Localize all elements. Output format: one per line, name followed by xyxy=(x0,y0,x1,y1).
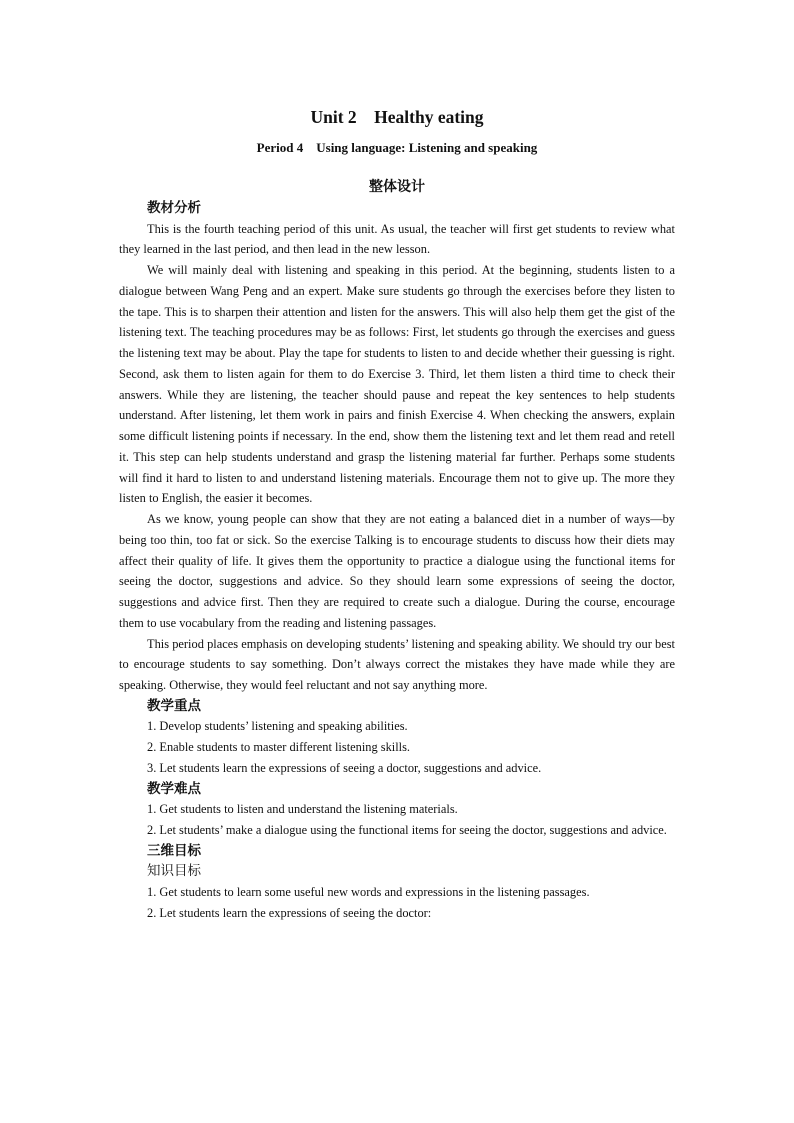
analysis-paragraph: This period places emphasis on developing students’ listening and speaking ability. We should try our best to encourage students to say something. Don’t always correct the mistakes they have made while they are speaking. Otherwise, they would feel reluctant and not say anything more. xyxy=(119,636,675,693)
overall-design-heading: 整体设计 xyxy=(369,180,425,195)
analysis-paragraph: We will mainly deal with listening and speaking in this period. At the beginning, students listen to a dialogue between Wang Peng and an expert. Make sure students go through the exercises before they listen to the tape. This is to sharpen their attention and listen for the answers. This will also help them get the gist of the listening text. The teaching procedures may be as follows: First, let students go through the exercises and guess the listening text may be about. Play the tape for students to listen to and decide whether their guessing is right. Second, ask them to listen again for them to do Exercise 3. Third, let them listen a third time to check their answers. While they are listening, the teacher should pause and repeat the key sentences to help students understand. After listening, let them work in pairs and finish Exercise 4. When checking the answers, explain some difficult listening points if necessary. In the end, show them the listening text and let them read and retell it. This step can help students understand and grasp the listening material far further. Perhaps some students will find it hard to listen to and understand listening materials. Encourage them not to give up. The more they listen to English, the easier it becomes. xyxy=(119,263,675,506)
analysis-paragraph: As we know, young people can show that they are not eating a balanced diet in a number of ways—by being too thin, too fat or sick. So the exercise Talking is to encourage students to discuss how their diets may affect their quality of life. It gives them the opportunity to practice a dialogue using the functional items for seeing the doctor, suggestions and advice. So they should learn some expressions of seeing the doctor, suggestions and advice first. Then they are required to create such a dialogue. During the course, encourage them to use vocabulary from the reading and listening passages. xyxy=(119,512,675,630)
unit-title: Unit 2 Healthy eating xyxy=(310,107,484,127)
difficult-point-item: 1. Get students to listen and understand the listening materials. xyxy=(147,802,458,817)
page-content xyxy=(119,104,675,923)
difficult-point-item: 2. Let students’ make a dialogue using the functional items for seeing the doctor, suggestions and advice. xyxy=(147,823,667,838)
objectives-heading: 三维目标 xyxy=(147,842,201,858)
difficult-points-heading: 教学难点 xyxy=(147,780,201,796)
key-points-heading: 教学重点 xyxy=(147,697,201,713)
knowledge-objective-item: 1. Get students to learn some useful new words and expressions in the listening passages. xyxy=(147,884,590,899)
knowledge-objective-item: 2. Let students learn the expressions of seeing the doctor: xyxy=(147,905,432,920)
knowledge-objectives-heading: 知识目标 xyxy=(147,863,201,879)
period-subtitle: Period 4 Using language: Listening and speaking xyxy=(256,140,538,155)
key-point-item: 1. Develop students’ listening and speaking abilities. xyxy=(147,719,408,734)
analysis-paragraph: This is the fourth teaching period of this unit. As usual, the teacher will first get students to review what they learned in the last period, and then lead in the new lesson. xyxy=(119,221,675,257)
key-point-item: 3. Let students learn the expressions of seeing a doctor, suggestions and advice. xyxy=(147,760,542,775)
material-analysis-heading: 教材分析 xyxy=(147,200,201,215)
key-point-item: 2. Enable students to master different listening skills. xyxy=(147,740,411,755)
